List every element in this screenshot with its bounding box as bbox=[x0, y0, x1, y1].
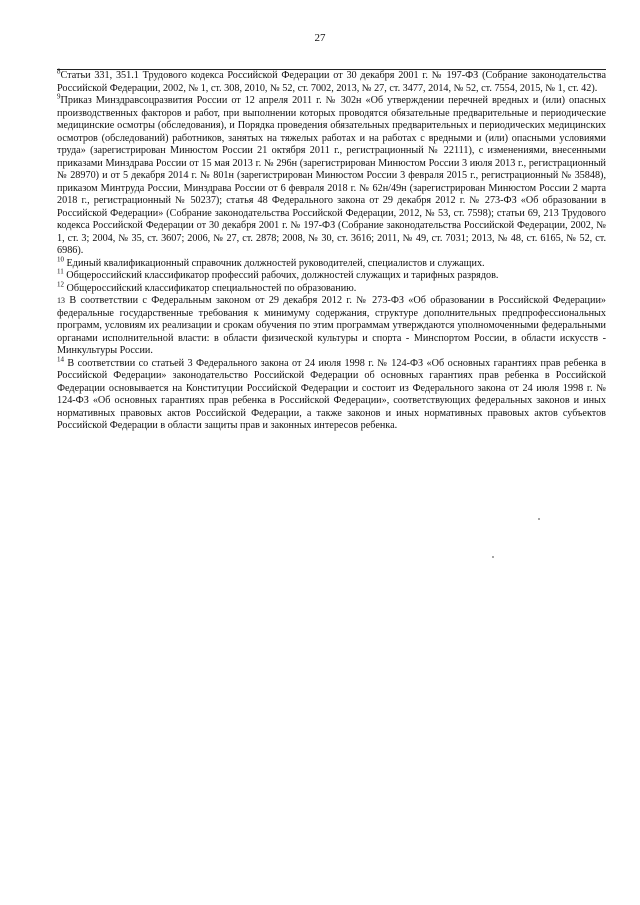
footnote-text: В соответствии с Федеральным законом от 29 декабря 2012 г. № 273-ФЗ «Об образовании в Российской Федерации» федеральные государственные требования к минимуму содержания, структуре дополнительных предпрофессиональных программ, условиям их реализации и срокам обучения по этим программам утверждаются уполномоченными федеральными органами исполнительной власти: в области физической культуры и спорта - Минспортом России, в области искусств - Минкультуры России. bbox=[57, 295, 607, 356]
footnote-mark: 10 bbox=[57, 255, 64, 264]
footnote-10 bbox=[57, 255, 606, 271]
footnote-text: Статьи 331, 351.1 Трудового кодекса Российской Федерации от 30 декабря 2001 г. № 197-ФЗ (Собрание законодательства Российской Федерации, 2002, № 1, ст. 308, 2010, № 52, ст. 7002, 2013, № 27, ст. 3477, 2014, № 52, ст. 7554, 2015, № 1, ст. 42). bbox=[57, 70, 606, 94]
scan-speck bbox=[492, 556, 494, 558]
footnote-mark: 9 bbox=[57, 92, 61, 101]
footnote-text: Единый квалификационный справочник должностей руководителей, специалистов и служащих. bbox=[66, 257, 485, 269]
footnote-mark: 12 bbox=[57, 280, 64, 289]
page-number: 27 bbox=[314, 32, 326, 44]
footnote-14 bbox=[57, 355, 606, 433]
footnote-11 bbox=[57, 267, 606, 283]
footnote-mark: 8 bbox=[57, 67, 61, 76]
footnote-9 bbox=[57, 92, 606, 258]
footnotes-block bbox=[57, 67, 607, 433]
footnote-text: Приказ Минздравсоцразвития России от 12 апреля 2011 г. № 302н «Об утверждении перечней вредных и (или) опасных производственных факторов и работ, при выполнении которых проводятся обязательные предварительные и периодические медицинские осмотры (обследования), и Порядка проведения обязательных предварительных и периодических медицинских осмотров (обследований) работников, занятых на тяжелых работах и на работах с вредными и (или) опасными условиями труда» (зарегистрирован Минюстом России 21 октября 2011 г., регистрационный № 22111), с изменениями, внесенными приказами Минздрава России от 15 мая 2013 г. № 296н (зарегистрирован Минюстом России 3 июля 2013 г., регистрационный № 28970) и от 5 декабря 2014 г. № 801н (зарегистрирован Минюстом России 3 февраля 2015 г., регистрационный № 35848), приказом Минтруда России, Минздрава России от 6 февраля 2018 г. № 62н/49н (зарегистрирован Минюстом России 2 марта 2018 г., регистрационный № 50237); статья 48 Федерального закона от 29 декабря 2012 г. № 273-ФЗ «Об образовании в Российской Федерации» (Собрание законодательства Российской Федерации, 2012, № 53, ст. 7598); статьи 69, 213 Трудового кодекса Российской Федерации от 30 декабря 2001 г. № 197-ФЗ (Собрание законодательства Российской Федерации, 2002, № 1, ст. 3; 2004, № 35, ст. 3607; 2006, № 27, ст. 2878; 2008, № 30, ст. 3616; 2011, № 49, ст. 7031; 2013, № 48, ст. 6165, № 52, ст. 6986). bbox=[57, 95, 606, 256]
footnote-text: В соответствии со статьей 3 Федерального закона от 24 июля 1998 г. № 124-ФЗ «Об основных гарантиях прав ребенка в Российской Федерации» законодательство Российской Федерации об основных гарантиях прав ребенка в Российской Федерации основывается на Конституции Российской Федерации и состоит из Федерального закона от 24 июля 1998 г. № 124-ФЗ «Об основных гарантиях прав ребенка в Российской Федерации», соответствующих федеральных законов и иных нормативных правовых актов Российской Федерации, а также законов и иных нормативных правовых актов субъектов Российской Федерации в области защиты прав и законных интересов ребенка. bbox=[57, 357, 606, 431]
footnote-13 bbox=[57, 295, 606, 358]
scan-speck bbox=[538, 518, 540, 520]
footnote-text: Общероссийский классификатор специальностей по образованию. bbox=[66, 282, 357, 294]
footnote-mark: 11 bbox=[57, 267, 64, 276]
footnote-mark: 13 bbox=[57, 296, 65, 305]
footnote-12 bbox=[57, 280, 606, 296]
footnote-text: Общероссийский классификатор профессий рабочих, должностей служащих и тарифных разрядов. bbox=[66, 270, 499, 281]
footnote-8 bbox=[57, 67, 606, 95]
footnote-mark: 14 bbox=[57, 355, 64, 364]
